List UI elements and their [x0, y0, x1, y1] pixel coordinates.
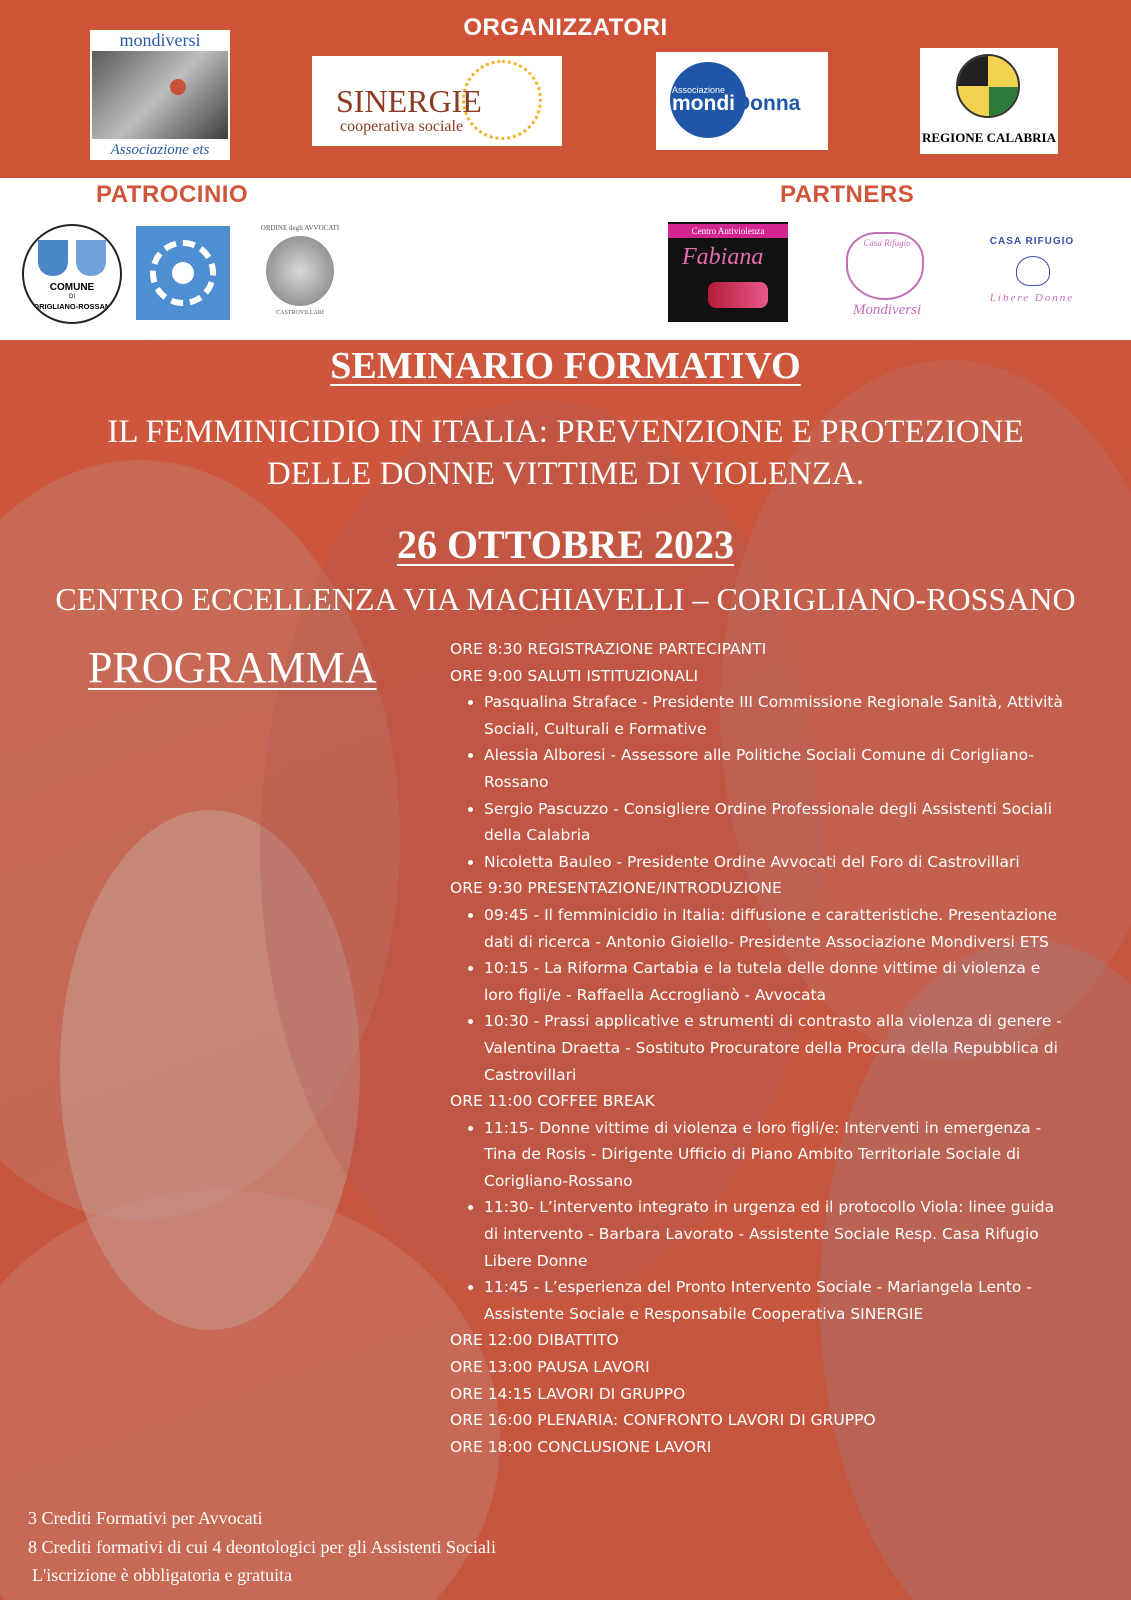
- program-session: ORE 18:00 CONCLUSIONE LAVORI: [450, 1437, 712, 1456]
- list-item: • 10:30 - Prassi applicative e strumenti di contrasto alla violenza di genere - Valentina Draetta - Sostituto Procuratore della Procura della Repubblica di Castrovillari: [484, 1008, 1070, 1088]
- partners-heading: PARTNERS: [780, 181, 915, 208]
- coat-of-arms-icon: [76, 240, 106, 276]
- event-title-line2: DELLE DONNE VITTIME DI VIOLENZA.: [266, 456, 865, 492]
- list-item: • 11:15- Donne vittime di violenza e loro figli/e: Interventi in emergenza - Tina de Rosis - Dirigente Ufficio di Piano Ambito Territoriale Sociale di Corigliano-Rossano: [484, 1115, 1070, 1195]
- program-sublist: [450, 1115, 1070, 1328]
- event-title-line1: IL FEMMINICIDIO IN ITALIA: PREVENZIONE E PROTEZIONE: [107, 414, 1024, 450]
- list-item: • Pasqualina Straface - Presidente III Commissione Regionale Sanità, Attività Sociali, Culturali e Formative: [484, 689, 1070, 742]
- footer-notes: [28, 1504, 496, 1590]
- organizzatori-heading: ORGANIZZATORI: [463, 14, 668, 41]
- program-session: ORE 16:00 PLENARIA: CONFRONTO LAVORI DI GRUPPO: [450, 1411, 876, 1430]
- list-item: • Alessia Alboresi - Assessore alle Politiche Sociali Comune di Corigliano-Rossano: [484, 742, 1070, 795]
- credits-assistenti: 8 Crediti formativi di cui 4 deontologici per gli Assistenti Sociali: [28, 1536, 496, 1557]
- program-session: ORE 11:00 COFFEE BREAK: [450, 1092, 655, 1111]
- program-session: ORE 8:30 REGISTRAZIONE PARTECIPANTI: [450, 640, 767, 658]
- program-session: ORE 9:30 PRESENTAZIONE/INTRODUZIONE: [450, 879, 782, 898]
- list-item: • 11:45 - L’esperienza del Pronto Intervento Sociale - Mariangela Lento - Assistente Sociale e Responsabile Cooperativa SINERGIE: [484, 1274, 1070, 1327]
- list-item: • 10:15 - La Riforma Cartabia e la tutela delle donne vittime di violenza e loro figli/e - Raffaella Accroglianò - Avvocata: [484, 955, 1070, 1008]
- credits-avvocati: 3 Crediti Formativi per Avvocati: [28, 1508, 263, 1528]
- registration-note: L'iscrizione è obbligatoria e gratuita: [32, 1565, 293, 1585]
- patrocinio-heading: PATROCINIO: [96, 181, 249, 208]
- list-item: • 11:30- L’intervento integrato in urgenza ed il protocollo Viola: linee guida di intervento - Barbara Lavorato - Assistente Sociale Resp. Casa Rifugio Libere Donne: [484, 1194, 1070, 1274]
- mondidonna-logo: Associazione mondiDonna: [656, 52, 828, 150]
- casa-rifugio-mondiversi-logo: Casa Rifugio Mondiversi: [842, 228, 932, 324]
- red-shoes-icon: [708, 282, 768, 308]
- mondiversi-logo: mondiversi Associazione ets: [90, 30, 230, 160]
- list-item: • Nicoletta Bauleo - Presidente Ordine Avvocati del Foro di Castrovillari: [484, 849, 1070, 876]
- mondidonna-wordmark: mondiDonna: [672, 92, 801, 115]
- list-item: • Sergio Pascuzzo - Consigliere Ordine Professionale degli Assistenti Sociali della Calabria: [484, 796, 1070, 849]
- scales-seal-icon: [266, 236, 334, 306]
- ordine-avvocati-logo: ORDINE degli AVVOCATI CASTROVILLARI: [260, 224, 340, 316]
- centro-antiviolenza-fabiana-logo: Centro Antiviolenza Fabiana: [668, 222, 788, 322]
- event-date: 26 OTTOBRE 2023: [396, 522, 735, 567]
- program-sublist: [450, 689, 1070, 875]
- assistenti-sociali-logo: [136, 226, 230, 320]
- program-list: [450, 636, 1070, 1460]
- seminar-heading: SEMINARIO FORMATIVO: [330, 345, 801, 387]
- event-venue: CENTRO ECCELLENZA VIA MACHIAVELLI – CORIGLIANO-ROSSANO: [55, 581, 1076, 617]
- regione-calabria-logo: REGIONE CALABRIA: [920, 48, 1058, 154]
- comune-corigliano-logo: COMUNE DI CORIGLIANO-ROSSANO: [22, 224, 122, 324]
- list-item: • 09:45 - Il femminicidio in Italia: diffusione e caratteristiche. Presentazione dati di ricerca - Antonio Gioiello- Presidente Associazione Mondiversi ETS: [484, 902, 1070, 955]
- program-session: ORE 14:15 LAVORI DI GRUPPO: [450, 1384, 686, 1403]
- sinergie-logo: SINERGIE cooperativa sociale: [312, 56, 562, 146]
- regione-shield-icon: [956, 54, 1020, 118]
- program-sublist: [450, 902, 1070, 1088]
- mondiversi-photo: [92, 51, 228, 139]
- programma-heading: PROGRAMMA: [88, 643, 377, 692]
- casa-rifugio-libere-donne-logo: CASA RIFUGIO Libere Donne: [989, 236, 1075, 304]
- program-session: ORE 13:00 PAUSA LAVORI: [450, 1358, 650, 1377]
- dove-icon: [1016, 256, 1050, 286]
- program-session: ORE 9:00 SALUTI ISTITUZIONALI: [450, 666, 699, 685]
- coat-of-arms-icon: [38, 240, 68, 276]
- program-session: ORE 12:00 DIBATTITO: [450, 1331, 619, 1350]
